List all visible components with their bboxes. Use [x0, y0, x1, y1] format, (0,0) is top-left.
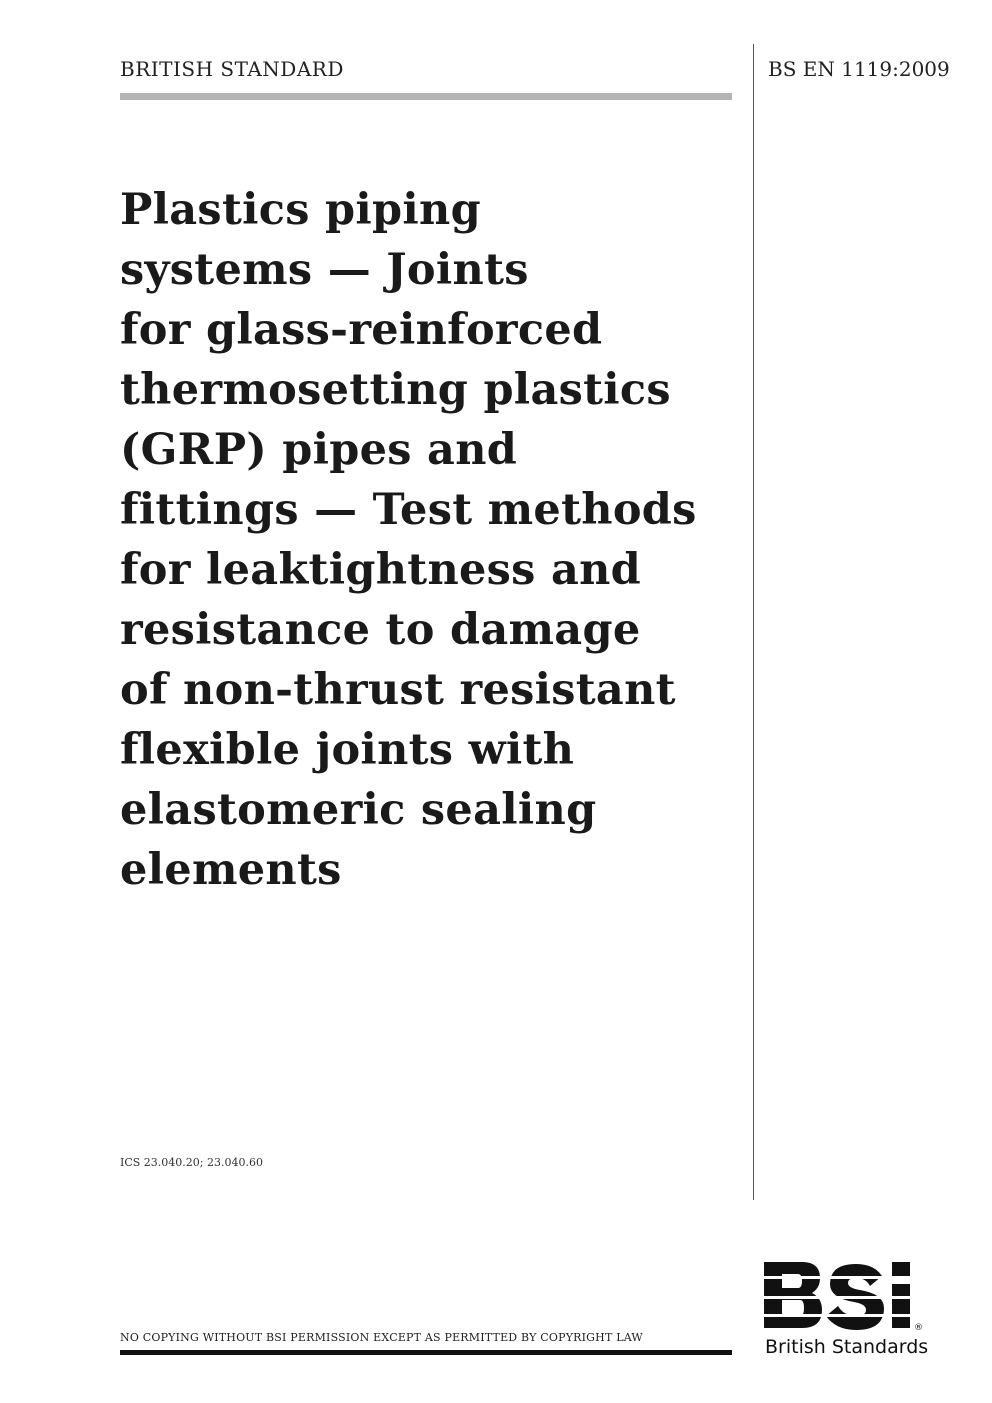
title-line: (GRP) pipes and: [120, 425, 518, 475]
title-line: elastomeric sealing: [120, 785, 597, 835]
title-line: of non-thrust resistant: [120, 665, 676, 715]
title-line: systems — Joints: [120, 245, 529, 295]
title-line: resistance to damage: [120, 605, 641, 655]
standard-number: BS EN 1119:2009: [768, 57, 950, 81]
bsi-logo: [762, 1258, 942, 1364]
registered-mark: ®: [914, 1323, 923, 1333]
copyright-notice: NO COPYING WITHOUT BSI PERMISSION EXCEPT AS PERMITTED BY COPYRIGHT LAW: [120, 1331, 643, 1344]
title-line: Plastics piping: [120, 185, 481, 235]
title-line: flexible joints with: [120, 725, 575, 775]
title-line: thermosetting plastics: [120, 365, 671, 415]
title-line: fittings — Test methods: [120, 485, 697, 535]
document-series-label: BRITISH STANDARD: [120, 57, 344, 81]
document-title: [120, 180, 760, 900]
footer-rule: [120, 1350, 732, 1355]
bsi-subtitle: British Standards: [765, 1336, 929, 1358]
bsi-wordmark-icon: [762, 1258, 938, 1334]
title-line: for leaktightness and: [120, 545, 642, 595]
title-line: for glass-reinforced: [120, 305, 603, 355]
header-rule: [120, 93, 732, 100]
ics-code: ICS 23.040.20; 23.040.60: [120, 1156, 263, 1169]
title-line: elements: [120, 845, 342, 895]
